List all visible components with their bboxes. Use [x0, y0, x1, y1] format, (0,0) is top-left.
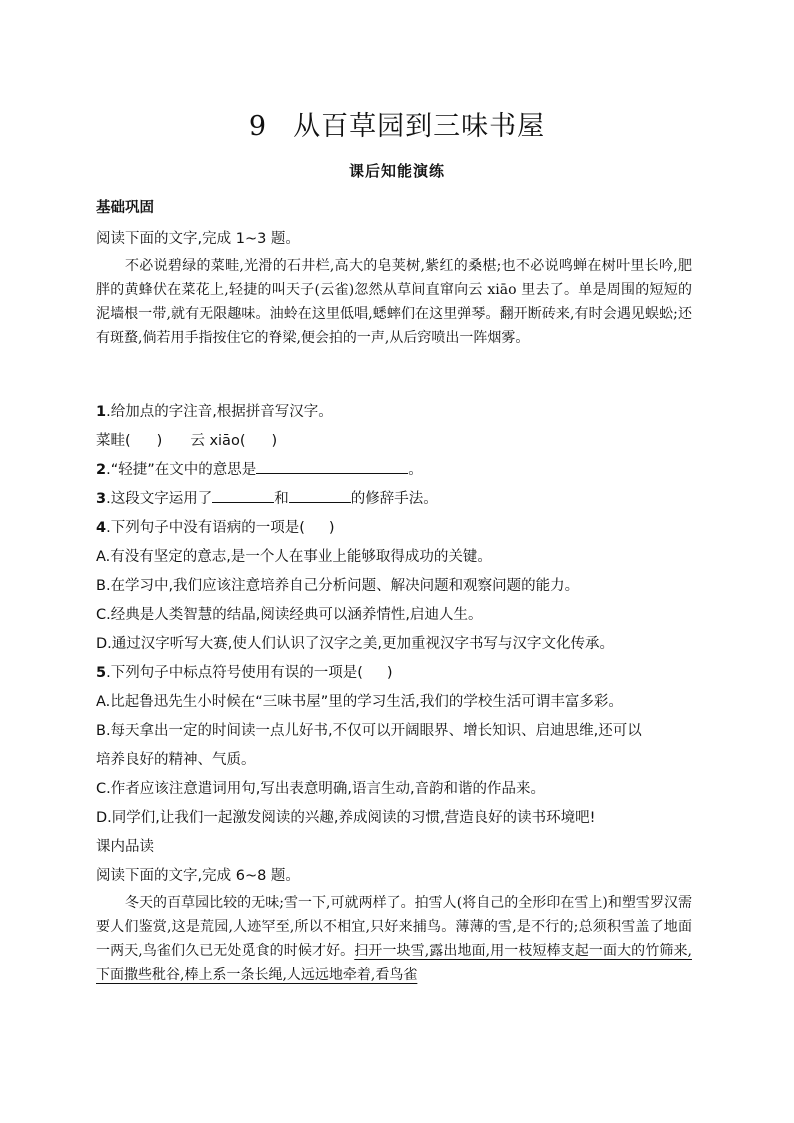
q5-option-d: D.同学们,让我们一起激发阅读的兴趣,养成阅读的习惯,营造良好的读书环境吧! [96, 810, 596, 826]
question-number: 5 [96, 665, 107, 681]
question-2 [96, 458, 423, 479]
item-caiqi-close: ) [156, 433, 163, 449]
question-text: .给加点的字注音,根据拼音写汉字。 [106, 404, 333, 420]
question-number: 1 [96, 404, 107, 420]
passage2-text [96, 891, 692, 987]
question-text: .下列句子中没有语病的一项是( [106, 520, 305, 536]
passage2-instruction: 阅读下面的文字,完成 6~8 题。 [96, 868, 300, 884]
passage1-paragraph: 不必说碧绿的菜畦,光滑的石井栏,高大的皂荚树,紫红的桑椹;也不必说鸣蝉在树叶里长吟,肥胖的黄蜂伏在菜花上,轻捷的叫天子(云雀)忽然从草间直窜向云 xiāo 里去了。单是周围的短短的泥墙根一带,就有无限趣味。油蛉在这里低唱,蟋蟀们在这里弹琴。翻开断砖来,有时会遇见蜈蚣;还有斑蝥,倘若用手指按住它的脊梁,便会拍的一声,从后窍喷出一阵烟雾。 [96, 258, 692, 346]
question-text: .这段文字运用了 [106, 491, 213, 507]
question-number: 3 [96, 491, 107, 507]
question-4 [96, 516, 335, 537]
section-heading-reading: 课内品读 [96, 839, 154, 855]
question-number: 2 [96, 462, 107, 478]
question-paren-close: ) [328, 520, 335, 536]
page-subtitle: 课后知能演练 [348, 162, 445, 180]
question-1-items [96, 429, 277, 450]
question-text-end: 的修辞手法。 [350, 491, 438, 507]
question-1 [96, 400, 333, 421]
q4-option-a: A.有没有坚定的意志,是一个人在事业上能够取得成功的关键。 [96, 549, 492, 565]
q4-option-d: D.通过汉字听写大赛,使人们认识了汉字之美,更加重视汉字书写与汉字文化传承。 [96, 636, 614, 652]
q4-option-c: C.经典是人类智慧的结晶,阅读经典可以涵养情性,启迪人生。 [96, 607, 483, 623]
q5-option-b-line1: B.每天拿出一定的时间读一点儿好书,不仅可以开阔眼界、增长知识、启迪思维,还可以 [96, 723, 642, 739]
q5-option-b-line2: 培养良好的精神、气质。 [96, 752, 256, 768]
question-text-end: 。 [408, 462, 423, 478]
question-text: .下列句子中标点符号使用有误的一项是( [106, 665, 363, 681]
item-yunxiao-close: ) [271, 433, 278, 449]
answer-blank-1[interactable] [212, 488, 274, 503]
passage2-underlined: 扫开一块雪,露出地面,用一枝短棒支起一面大的竹筛来,下面撒些秕谷,棒上系一条长绳,人远远地牵着,看鸟雀 [96, 943, 692, 983]
question-text-mid: 和 [274, 491, 289, 507]
passage2-paragraph [96, 891, 692, 987]
question-text: .“轻捷”在文中的意思是 [106, 462, 257, 478]
answer-blank[interactable] [256, 459, 408, 474]
page-title [0, 104, 794, 143]
question-3 [96, 487, 438, 508]
passage2-plain: 冬天的百草园比较的无味;雪一下,可就两样了。拍雪人(将自己的全形印在雪上)和塑雪罗汉需要人们鉴赏,这是荒园,人迹罕至,所以不相宜,只好来捕鸟。薄薄的雪,是不行的;总须积雪盖了地面一两天,鸟雀们久已无处觅食的时候才好。 [96, 895, 692, 959]
question-5 [96, 661, 393, 682]
passage1-instruction: 阅读下面的文字,完成 1~3 题。 [96, 231, 300, 247]
answer-blank-2[interactable] [289, 488, 351, 503]
section-heading-basic: 基础巩固 [96, 200, 154, 216]
q5-option-a: A.比起鲁迅先生小时候在“三味书屋”里的学习生活,我们的学校生活可谓丰富多彩。 [96, 694, 623, 710]
question-number: 4 [96, 520, 107, 536]
lesson-number: 9 [248, 111, 268, 142]
item-yunxiao: 云 xiāo( [190, 433, 246, 449]
passage1-text [96, 254, 692, 350]
q5-option-c: C.作者应该注意遣词用句,写出表意明确,语言生动,音韵和谐的作品来。 [96, 781, 546, 797]
question-paren-close: ) [386, 665, 393, 681]
lesson-title: 从百草园到三味书屋 [293, 111, 546, 142]
item-caiqi: 菜畦( [96, 433, 131, 449]
q4-option-b: B.在学习中,我们应该注意培养自己分析问题、解决问题和观察问题的能力。 [96, 578, 580, 594]
